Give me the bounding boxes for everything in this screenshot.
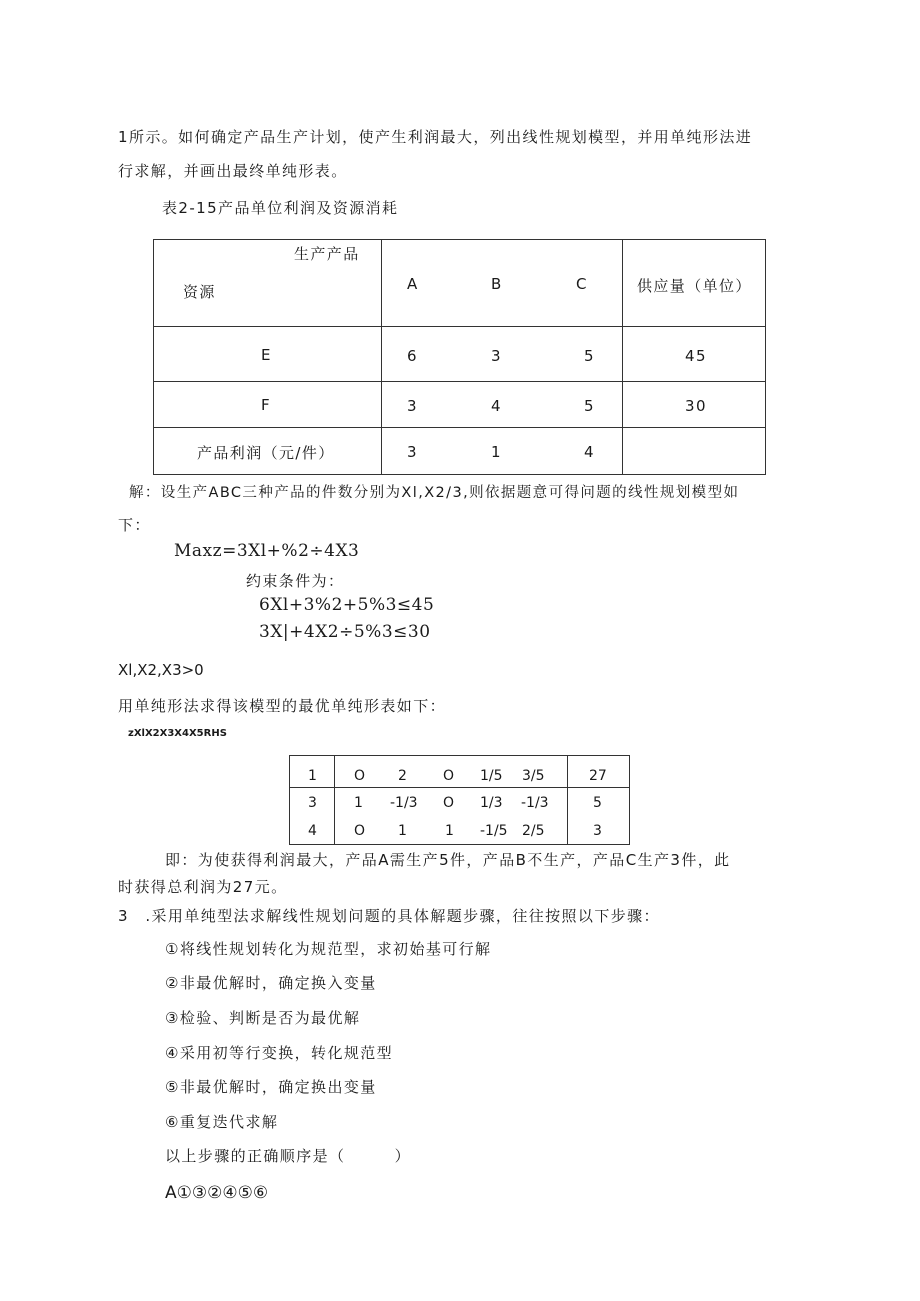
row-e-supply: 45 xyxy=(685,347,707,365)
constraint-2: 3X|+4X2÷5%3≤30 xyxy=(259,622,431,642)
product-c-header: C xyxy=(576,275,588,293)
row-f-label: F xyxy=(261,396,272,414)
simplex-row-divider xyxy=(290,787,629,788)
simplex-divider-1 xyxy=(334,756,335,844)
simplex-r3-rhs: 3 xyxy=(593,823,602,839)
constraint-label: 约束条件为： xyxy=(246,572,345,590)
constraint-1: 6Xl+3%2+5%3≤45 xyxy=(259,595,435,615)
simplex-intro: 用单纯形法求得该模型的最优单纯形表如下： xyxy=(118,697,447,715)
simplex-r3-basis: 4 xyxy=(308,823,317,839)
simplex-r2-x4: 1/3 xyxy=(480,795,503,811)
row-f-supply: 30 xyxy=(685,397,707,415)
simplex-r2-x1: 1 xyxy=(354,795,363,811)
step-3: ③检验、判断是否为最优解 xyxy=(165,1009,361,1027)
table-caption: 表2-15产品单位利润及资源消耗 xyxy=(162,199,399,217)
simplex-r2-x3: O xyxy=(443,795,455,811)
simplex-r1-x4: 1/5 xyxy=(480,768,503,784)
question-3-stem: 3 .采用单纯型法求解线性规划问题的具体解题步骤，往往按照以下步骤： xyxy=(118,907,660,925)
row-profit-label: 产品利润（元/件） xyxy=(197,444,335,462)
simplex-r2-rhs: 5 xyxy=(593,795,602,811)
simplex-r2-basis: 3 xyxy=(308,795,317,811)
step-1: ①将线性规划转化为规范型，求初始基可行解 xyxy=(165,940,492,958)
order-prompt: 以上步骤的正确顺序是（ ） xyxy=(165,1147,412,1165)
solution-line-1: 解：设生产ABC三种产品的件数分别为Xl,X2∕3,则依据题意可得问题的线性规划模型如 xyxy=(129,485,740,501)
row-profit-c: 4 xyxy=(584,443,595,461)
header-resource-label: 资源 xyxy=(183,283,216,301)
step-4: ④采用初等行变换，转化规范型 xyxy=(165,1044,394,1062)
simplex-r3-x4: -1/5 xyxy=(480,823,508,839)
simplex-header-text: zXlX2X3X4X5RHS xyxy=(128,728,227,739)
simplex-r3-x2: 1 xyxy=(398,823,407,839)
simplex-r1-x1: O xyxy=(354,768,366,784)
solution-line-2: 下： xyxy=(118,516,151,534)
row-f-a: 3 xyxy=(407,397,418,415)
step-6: ⑥重复迭代求解 xyxy=(165,1113,279,1131)
simplex-r2-x2: -1/3 xyxy=(390,795,418,811)
row-profit-b: 1 xyxy=(491,443,502,461)
row-f-c: 5 xyxy=(584,397,595,415)
row-f-b: 4 xyxy=(491,397,502,415)
product-b-header: B xyxy=(491,275,503,293)
objective-function: Maxz=3Xl+%2÷4X3 xyxy=(174,541,360,561)
resource-table xyxy=(153,239,766,475)
row-e-label: E xyxy=(261,346,272,364)
simplex-divider-2 xyxy=(567,756,568,844)
nonneg-constraint: Xl,X2,X3>0 xyxy=(118,661,204,679)
simplex-r3-x3: 1 xyxy=(445,823,454,839)
header-product-label: 生产产品 xyxy=(294,245,360,263)
simplex-table xyxy=(289,755,630,845)
row-profit-a: 3 xyxy=(407,443,418,461)
simplex-r1-x5: 3/5 xyxy=(522,768,545,784)
row-e-b: 3 xyxy=(491,347,502,365)
intro-line-1: 1所示。如何确定产品生产计划，使产生利润最大，列出线性规划模型，并用单纯形法进 xyxy=(118,128,753,146)
simplex-r1-rhs: 27 xyxy=(589,768,607,784)
row-e-c: 5 xyxy=(584,347,595,365)
step-2: ②非最优解时，确定换入变量 xyxy=(165,974,377,992)
conclusion-line-2: 时获得总利润为27元。 xyxy=(118,878,288,896)
simplex-r3-x1: O xyxy=(354,823,366,839)
option-a[interactable]: A①③②④⑤⑥ xyxy=(165,1183,269,1203)
simplex-r2-x5: -1/3 xyxy=(521,795,549,811)
row-e-a: 6 xyxy=(407,347,418,365)
step-5: ⑤非最优解时，确定换出变量 xyxy=(165,1078,377,1096)
simplex-r3-x5: 2/5 xyxy=(522,823,545,839)
simplex-r1-x3: O xyxy=(443,768,455,784)
simplex-r1-x2: 2 xyxy=(398,768,407,784)
intro-line-2: 行求解，并画出最终单纯形表。 xyxy=(118,162,348,180)
conclusion-line-1: 即：为使获得利润最大，产品A需生产5件，产品B不生产，产品C生产3件，此 xyxy=(165,851,731,869)
product-a-header: A xyxy=(407,275,419,293)
simplex-r1-basis: 1 xyxy=(308,768,317,784)
supply-header: 供应量（单位） xyxy=(637,277,752,295)
